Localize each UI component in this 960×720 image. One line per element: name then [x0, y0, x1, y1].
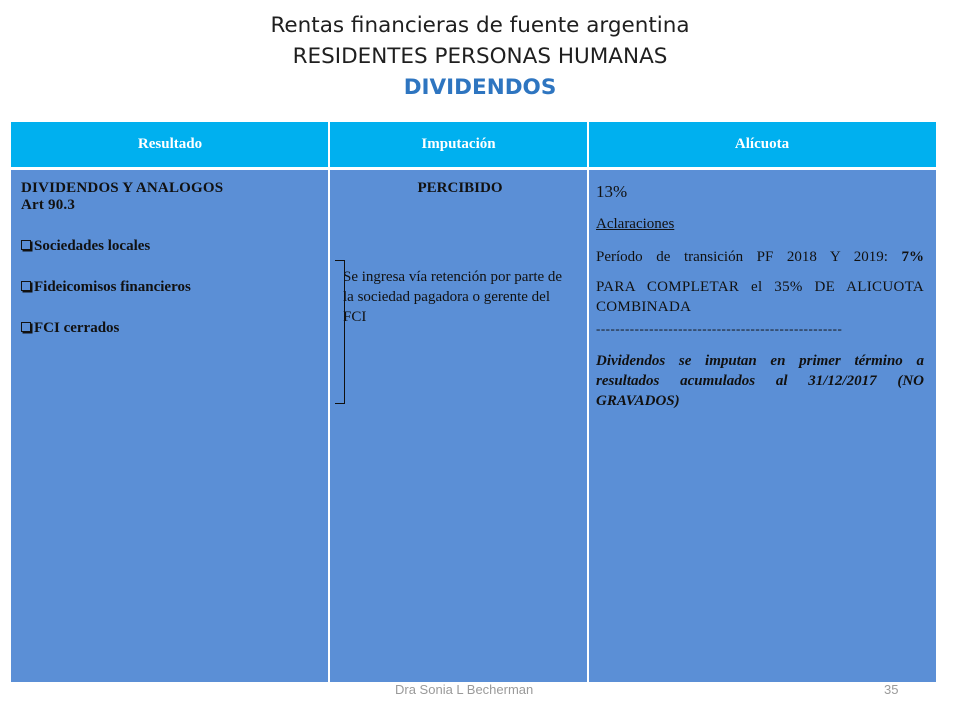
- dashed-separator: ---------------------------------------------------: [596, 321, 843, 336]
- resultado-title-line-2: Art 90.3: [21, 197, 76, 213]
- list-item-label: Sociedades locales: [34, 238, 151, 254]
- footer-author: Dra Sonia L Becherman: [395, 682, 534, 697]
- title-accent: DIVIDENDOS: [403, 75, 557, 100]
- cell-alicuota: [596, 180, 924, 411]
- dividendos-table: [11, 122, 936, 682]
- imputacion-text: Se ingresa vía retención por parte de la sociedad pagadora o gerente del FCI: [343, 269, 563, 325]
- aclaraciones-label: Aclaraciones: [596, 216, 675, 232]
- column-divider: [328, 170, 330, 682]
- header-divider: [328, 122, 330, 167]
- slide-footer: [0, 680, 960, 700]
- transition-text: Período de transición PF 2018 Y 2019:: [596, 249, 888, 265]
- alicuota-rate: 13%: [596, 182, 628, 201]
- transition-rate: 7%: [901, 249, 925, 265]
- header-resultado: Resultado: [137, 136, 203, 152]
- header-alicuota: Alícuota: [734, 136, 790, 152]
- transition-period-text: [596, 247, 924, 267]
- complete-text: PARA COMPLETAR el 35% DE ALICUOTA COMBINADA: [596, 279, 924, 315]
- cell-resultado: [21, 180, 321, 337]
- cell-imputacion: [335, 180, 585, 327]
- resultado-title: [21, 180, 321, 214]
- table-body-row: [11, 170, 936, 682]
- table-header-row: [11, 122, 936, 170]
- checkbox-bullet-icon: [21, 240, 31, 250]
- list-item-label: FCI cerrados: [34, 320, 120, 336]
- page-number: 35: [884, 682, 899, 697]
- bracket-shape: [335, 260, 345, 404]
- resultado-title-line-1: DIVIDENDOS Y ANALOGOS: [21, 180, 224, 196]
- list-item: [21, 279, 321, 296]
- column-divider: [587, 170, 589, 682]
- header-divider: [587, 122, 589, 167]
- list-item-label: Fideicomisos financieros: [34, 279, 191, 295]
- checkbox-bullet-icon: [21, 322, 31, 332]
- title-line-2: RESIDENTES PERSONAS HUMANAS: [292, 44, 668, 69]
- title-line-1: Rentas financieras de fuente argentina: [270, 13, 690, 38]
- list-item: [21, 320, 321, 337]
- list-item: [21, 238, 321, 255]
- dividendos-note: Dividendos se imputan en primer término a resultados acumulados al 31/12/2017 (NO GRAVADOS): [596, 353, 924, 409]
- header-imputacion: Imputación: [421, 136, 496, 152]
- checkbox-bullet-icon: [21, 281, 31, 291]
- imputacion-title: PERCIBIDO: [417, 180, 503, 196]
- slide-title: [0, 10, 960, 103]
